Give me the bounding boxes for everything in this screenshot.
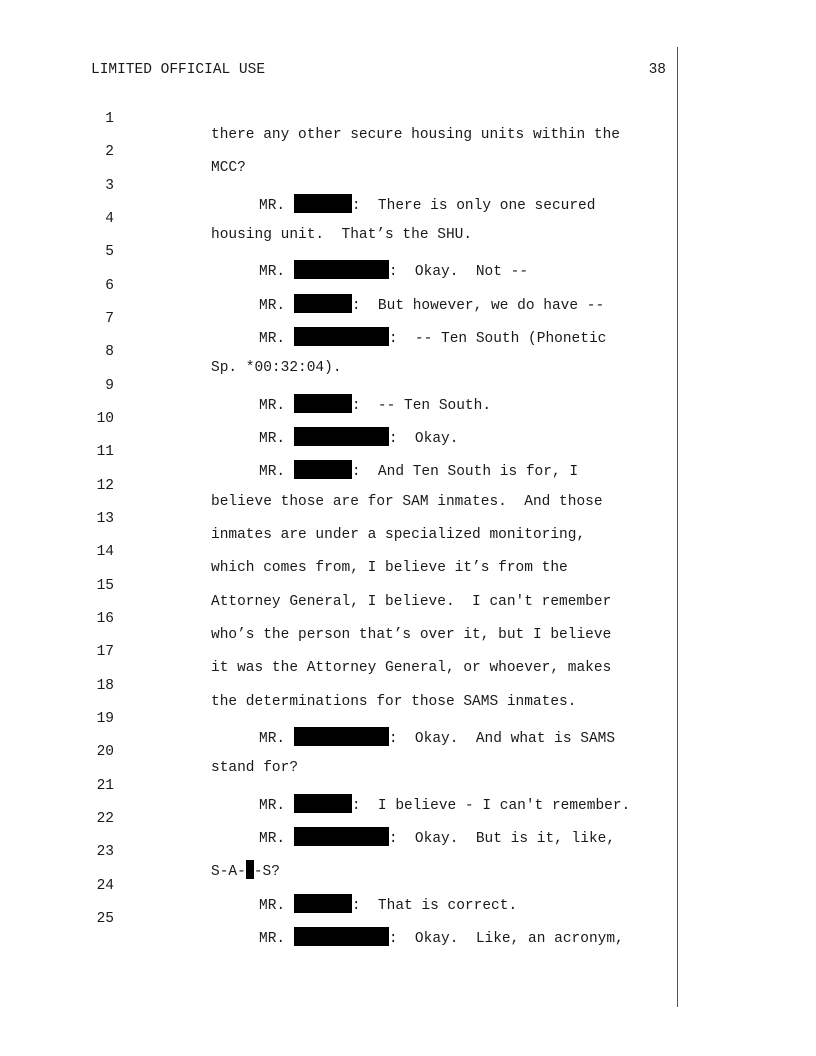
speaker-prefix: MR. [259, 798, 294, 814]
line-text: Attorney General, I believe. I can't remember [211, 594, 612, 610]
line-number: 5 [105, 244, 114, 260]
line-number: 13 [96, 511, 114, 527]
speaker-text: : But however, we do have -- [351, 298, 605, 314]
line-text: stand for? [211, 760, 299, 776]
speaker-line [259, 927, 624, 947]
speaker-line [259, 794, 630, 814]
speaker-text: : And Ten South is for, I [351, 464, 579, 480]
speaker-prefix: MR. [259, 431, 294, 447]
speaker-text: : There is only one secured [351, 198, 596, 214]
speaker-text: : -- Ten South (Phonetic [388, 331, 607, 347]
line-text: inmates are under a specialized monitoring, [211, 527, 586, 543]
line-number: 7 [105, 311, 114, 327]
speaker-line [259, 727, 615, 747]
line-number: 2 [105, 144, 114, 160]
transcript-line-2 [0, 128, 246, 176]
line-number: 22 [96, 811, 114, 827]
line-number: 17 [96, 644, 114, 660]
speaker-text: : Okay. Like, an acronym, [388, 931, 624, 947]
line-text: which comes from, I believe it’s from the [211, 560, 568, 576]
line-number: 23 [96, 844, 114, 860]
speaker-prefix: MR. [259, 331, 294, 347]
line-number: 25 [96, 911, 114, 927]
line-number: 10 [96, 411, 114, 427]
spelled-prefix: S-A- [211, 864, 246, 880]
line-number: 18 [96, 678, 114, 694]
page-number: 38 [648, 62, 666, 78]
line-number: 9 [105, 378, 114, 394]
redaction-block [294, 927, 389, 946]
line-number: 3 [105, 178, 114, 194]
redaction-block [294, 260, 389, 279]
speaker-text: : I believe - I can't remember. [351, 798, 631, 814]
line-number: 12 [96, 478, 114, 494]
redaction-block [294, 394, 352, 413]
redaction-block [294, 194, 352, 213]
speaker-line [259, 194, 595, 214]
spelled-line [211, 860, 280, 880]
line-number: 14 [96, 544, 114, 560]
line-text: the determinations for those SAMS inmates. [211, 694, 577, 710]
line-text: there any other secure housing units within the [211, 127, 620, 143]
speaker-prefix: MR. [259, 898, 294, 914]
line-number: 21 [96, 778, 114, 794]
speaker-line [259, 427, 458, 447]
line-number: 8 [105, 344, 114, 360]
speaker-text: : Okay. And what is SAMS [388, 731, 616, 747]
redaction-block [294, 827, 389, 846]
speaker-prefix: MR. [259, 398, 294, 414]
speaker-prefix: MR. [259, 198, 294, 214]
speaker-prefix: MR. [259, 264, 294, 280]
speaker-prefix: MR. [259, 464, 294, 480]
line-number: 1 [105, 111, 114, 127]
line-text: MCC? [211, 160, 246, 176]
line-number: 15 [96, 578, 114, 594]
line-number: 6 [105, 278, 114, 294]
speaker-line [259, 827, 615, 847]
line-number: 16 [96, 611, 114, 627]
redaction-block [294, 794, 352, 813]
line-text: who’s the person that’s over it, but I believe [211, 627, 612, 643]
redaction-block [246, 860, 254, 879]
speaker-prefix: MR. [259, 731, 294, 747]
speaker-prefix: MR. [259, 298, 294, 314]
line-number: 20 [96, 744, 114, 760]
speaker-text: : Okay. [388, 431, 459, 447]
redaction-block [294, 894, 352, 913]
speaker-line [259, 260, 528, 280]
transcript-line-1 [0, 95, 620, 143]
line-number: 11 [96, 444, 114, 460]
classification-header: LIMITED OFFICIAL USE [91, 62, 266, 78]
line-number: 24 [96, 878, 114, 894]
line-number: 19 [96, 711, 114, 727]
redaction-block [294, 427, 389, 446]
speaker-line [259, 394, 491, 414]
redaction-block [294, 460, 352, 479]
speaker-text: : Okay. Not -- [388, 264, 529, 280]
redaction-block [294, 727, 389, 746]
speaker-text: : -- Ten South. [351, 398, 492, 414]
speaker-line [259, 460, 578, 480]
speaker-text: : That is correct. [351, 898, 518, 914]
speaker-prefix: MR. [259, 931, 294, 947]
speaker-line [259, 894, 517, 914]
speaker-line [259, 327, 606, 347]
line-text: Sp. *00:32:04). [211, 360, 342, 376]
speaker-prefix: MR. [259, 831, 294, 847]
spelled-suffix: -S? [253, 864, 280, 880]
line-text: housing unit. That’s the SHU. [211, 227, 473, 243]
line-text: it was the Attorney General, or whoever, makes [211, 660, 612, 676]
redaction-block [294, 294, 352, 313]
line-number: 4 [105, 211, 114, 227]
speaker-text: : Okay. But is it, like, [388, 831, 616, 847]
speaker-line [259, 294, 604, 314]
line-text: believe those are for SAM inmates. And those [211, 494, 603, 510]
redaction-block [294, 327, 389, 346]
right-margin-rule [677, 47, 678, 1007]
